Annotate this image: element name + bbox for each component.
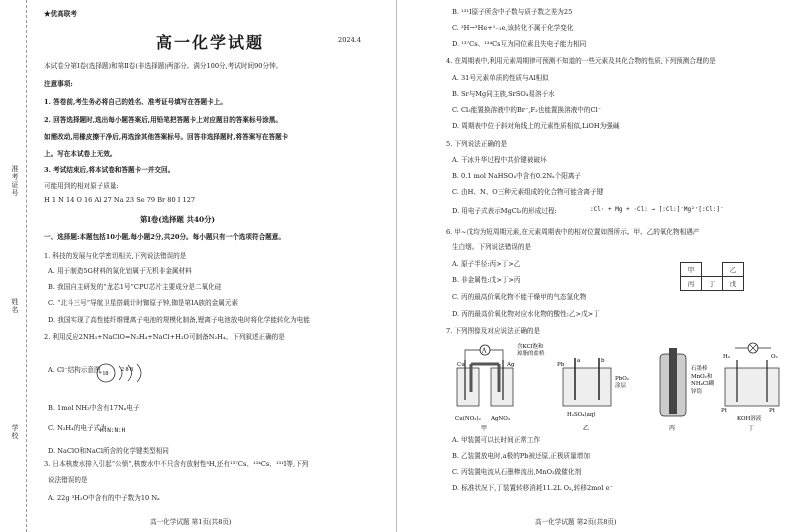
table-cell-bing: 丙 xyxy=(681,277,702,291)
side-label-exam-id: 准考证号 xyxy=(11,165,19,197)
instr-line: 1. 答卷前,考生务必将自己的姓名、准考证号填写在答题卡上。 xyxy=(44,98,227,106)
instr-line: 3. 考试结束后,将本试卷和答题卡一并交回。 xyxy=(44,166,175,174)
rightq-line: C. ³H→³He+¹₋₁e,该转化不属于化学变化 xyxy=(452,24,574,32)
fig3-label: NH₄Cl糊 xyxy=(691,381,715,387)
page-title: 高一化学试题 xyxy=(156,33,265,52)
leftq-line: B. 我国自主研发的“龙芯1号”CPU芯片主要成分是二氧化硅 xyxy=(48,283,222,291)
page-divider xyxy=(396,0,397,532)
side-label-school: 学校 xyxy=(11,424,19,440)
rightq-line: D. 周期表中位于斜对角线上的元素性质相似,LiOH为强碱 xyxy=(452,122,620,130)
leftq-line: D. NaClO和NaCl所含的化学键类型相同 xyxy=(48,447,169,455)
rightq-line: B. 乙装置放电时,a极的Pb被还原,正极质量增加 xyxy=(452,452,590,460)
leftq-line: 2. 利用反应2NH₃+NaClO=N₂H₄+NaCl+H₂O可制备N₂H₄。下列叙述正确的是 xyxy=(44,333,285,341)
rightq-line: C. Cl₂能置换溶液中的Br⁻,F₂也能置换溶液中的Cl⁻ xyxy=(452,106,602,114)
figure-caption: 乙 xyxy=(583,425,590,432)
leftq-line: 3. 日本核废水排入引起“公愤”,核废水中不只含有放射性³H,还有¹³⁷Cs、¹³⁴Cs、¹³¹I等,下列 xyxy=(44,460,309,468)
rightq-line: C. 丙装置电流从石墨棒流出,MnO₂做催化剂 xyxy=(452,468,582,476)
binding-line xyxy=(26,0,27,532)
instr-line: 上。写在本试卷上无效。 xyxy=(44,150,117,158)
table-cell-wu: 戊 xyxy=(723,277,744,291)
footer-left: 高一化学试题 第1页(共8页) xyxy=(150,518,232,526)
table-cell-jia: 甲 xyxy=(681,263,702,277)
leftq-line: C. “北斗三号”导航卫星搭载计时铷原子钟,铷是第ⅠA族的金属元素 xyxy=(48,299,239,307)
rightq-line: A. 甲装置可以长时间正常工作 xyxy=(452,436,541,444)
fig3-label: 锌筒 xyxy=(691,389,703,395)
atom-nucleus-label: +18 xyxy=(99,371,109,377)
rightq-line: B. 0.1 mol NaHSO₄中含有0.2Nₐ个阳离子 xyxy=(452,172,582,180)
fig3-label: 石墨棒 xyxy=(691,366,708,372)
badge: ★优高联考 xyxy=(44,10,77,18)
instr-line: 注意事项: xyxy=(44,80,73,88)
instr-line: 本试卷分第Ⅰ卷(选择题)和第Ⅱ卷(非选择题)两部分。满分100分,考试时间90分钟。 xyxy=(44,62,283,70)
section-heading: 第Ⅰ卷(选择题 共40分) xyxy=(140,215,216,224)
rightq-line: D. ¹³⁷Cs、¹³⁴Cs互为同位素且失电子能力相同 xyxy=(452,40,587,48)
fig2-label: a xyxy=(577,358,581,364)
rightq-line: A. 干冰升华过程中共价键被破坏 xyxy=(452,156,547,164)
rightq-line: D. 标准状况下,丁装置转移消耗11.2L O₂,转移2mol e⁻ xyxy=(452,484,613,492)
rightq-line: B. 非金属性:戊>丁>丙 xyxy=(452,276,521,284)
q7-figures xyxy=(455,340,785,432)
figure-caption: 甲 xyxy=(481,425,488,432)
fig1-label: Ag xyxy=(507,362,515,368)
leftq-line: 1. 科技的发展与化学密切相关,下列说法错误的是 xyxy=(44,252,187,260)
fig2-label: 涂层 xyxy=(615,383,627,389)
atom-shells-label: 2 8 8 xyxy=(121,367,133,373)
fig1-label: Cu(NO₃)₂ xyxy=(455,416,481,422)
fig2-label: PbO₂ xyxy=(615,376,629,382)
figure-bing xyxy=(660,348,715,416)
svg-text:A: A xyxy=(482,347,487,355)
figure-ding xyxy=(721,343,779,422)
footer-right: 高一化学试题 第2页(共8页) xyxy=(535,518,617,526)
fig2-label: H₂SO₄(aq) xyxy=(567,412,596,418)
fig4-label: O₂ xyxy=(771,354,778,360)
rightq-line: D. 用电子式表示MgCl₂的形成过程: xyxy=(452,207,557,215)
fig4-label: Pt xyxy=(769,408,775,414)
fig4-label: Pt xyxy=(721,408,727,414)
figure-caption: 丁 xyxy=(748,425,755,432)
rightq-line: B. Sr与Mg同主族,SrSO₄易溶于水 xyxy=(452,90,555,98)
fig3-label: MnO₂和 xyxy=(691,374,713,380)
fig1-label: Cu xyxy=(457,362,465,368)
instr-line: 2. 回答选择题时,选出每小题答案后,用铅笔把答题卡上对应题目的答案标号涂黑。 xyxy=(44,116,282,124)
q6-periodic-table xyxy=(680,262,744,291)
fig4-label: KOH溶液 xyxy=(737,416,762,422)
leftq-line: 说法错误的是 xyxy=(48,476,88,484)
rightq-line: 4. 在周期表中,利用元素周期律可预测不知道的一些元素及其化合物的性质,下列预测合理的是 xyxy=(446,57,716,65)
section-intro: 一、选择题:本题包括10小题,每小题2分,共20分。每小题只有一个选项符合题意。 xyxy=(44,233,285,241)
figure-caption: 丙 xyxy=(669,425,676,432)
side-label-name: 姓名 xyxy=(11,298,19,314)
figure-yi xyxy=(557,358,629,418)
mgcl2-formula: :Cl· + Mg + ·Cl: → [:Cl:]⁻Mg²⁺[:Cl:]⁻ xyxy=(590,206,724,213)
rightq-line: A. 原子半径:丙>丁>乙 xyxy=(452,260,521,268)
rightq-line: 5. 下列说法正确的是 xyxy=(446,140,508,148)
instr-line: 可能用到的相对原子质量: xyxy=(44,182,119,190)
table-cell-ding: 丁 xyxy=(702,277,723,291)
leftq-line: C. N₂H₄的电子式为 xyxy=(48,424,107,432)
rightq-line: D. 丙的最高价氧化物对应水化物的酸性:乙>戊>丁 xyxy=(452,310,600,318)
fig1-label: AgNO₃ xyxy=(491,416,511,422)
cl-ion-structure-diagram xyxy=(95,362,165,384)
rightq-line: C. 由H、N、O三种元素组成的化合物可能含离子键 xyxy=(452,188,604,196)
fig1-label: 琼脂的盐桥 xyxy=(517,351,545,357)
leftq-line: A. 22g ³H₂O中含有的中子数为10 Nₐ xyxy=(48,494,160,502)
figure-jia xyxy=(455,342,545,422)
leftq-line: A. 用于制造5G材料的氮化铝属于无机非金属材料 xyxy=(48,267,192,275)
instr-line: 如需改动,用橡皮擦干净后,再选涂其他答案标号。回答非选择题时,将答案写在答题卡 xyxy=(44,133,289,141)
rightq-line: 6. 甲~戊均为短周期元素,在元素周期表中的相对位置如图所示。甲、乙的氧化物相遇产 xyxy=(446,228,700,236)
leftq-line: A. Cl⁻结构示意图 xyxy=(48,366,101,374)
table-cell-yi: 乙 xyxy=(723,263,744,277)
rightq-line: 生白烟。下列说法错误的是 xyxy=(452,243,532,251)
exam-date: 2024.4 xyxy=(338,36,362,44)
rightq-line: 7. 下列图像及对应说法正确的是 xyxy=(446,327,541,335)
rightq-line: C. 丙的最高价氧化物不能干燥甲的气态氢化物 xyxy=(452,293,587,301)
fig2-label: b xyxy=(601,358,605,364)
rightq-line: A. 31号元素单质的性质与Al相似 xyxy=(452,74,549,82)
fig4-label: H₂ xyxy=(723,354,731,360)
leftq-line: D. 我国实现了高性能纤维锂离子电池的规模化制备,锂离子电池放电时将化学能转化为电能 xyxy=(48,316,310,324)
fig1-label: 含KCl饱和 xyxy=(517,344,544,350)
table-cell-blank xyxy=(702,263,723,277)
instr-line: H 1 N 14 O 16 Al 27 Na 23 Se 79 Br 80 I 127 xyxy=(44,196,196,204)
leftq-line: B. 1mol NH₃中含有17Nₐ电子 xyxy=(48,404,140,412)
rightq-line: B. ¹³¹I原子所含中子数与质子数之差为25 xyxy=(452,8,573,16)
n2h4-formula: H:N:N:H xyxy=(100,427,126,434)
fig2-label: Pb xyxy=(557,362,565,368)
